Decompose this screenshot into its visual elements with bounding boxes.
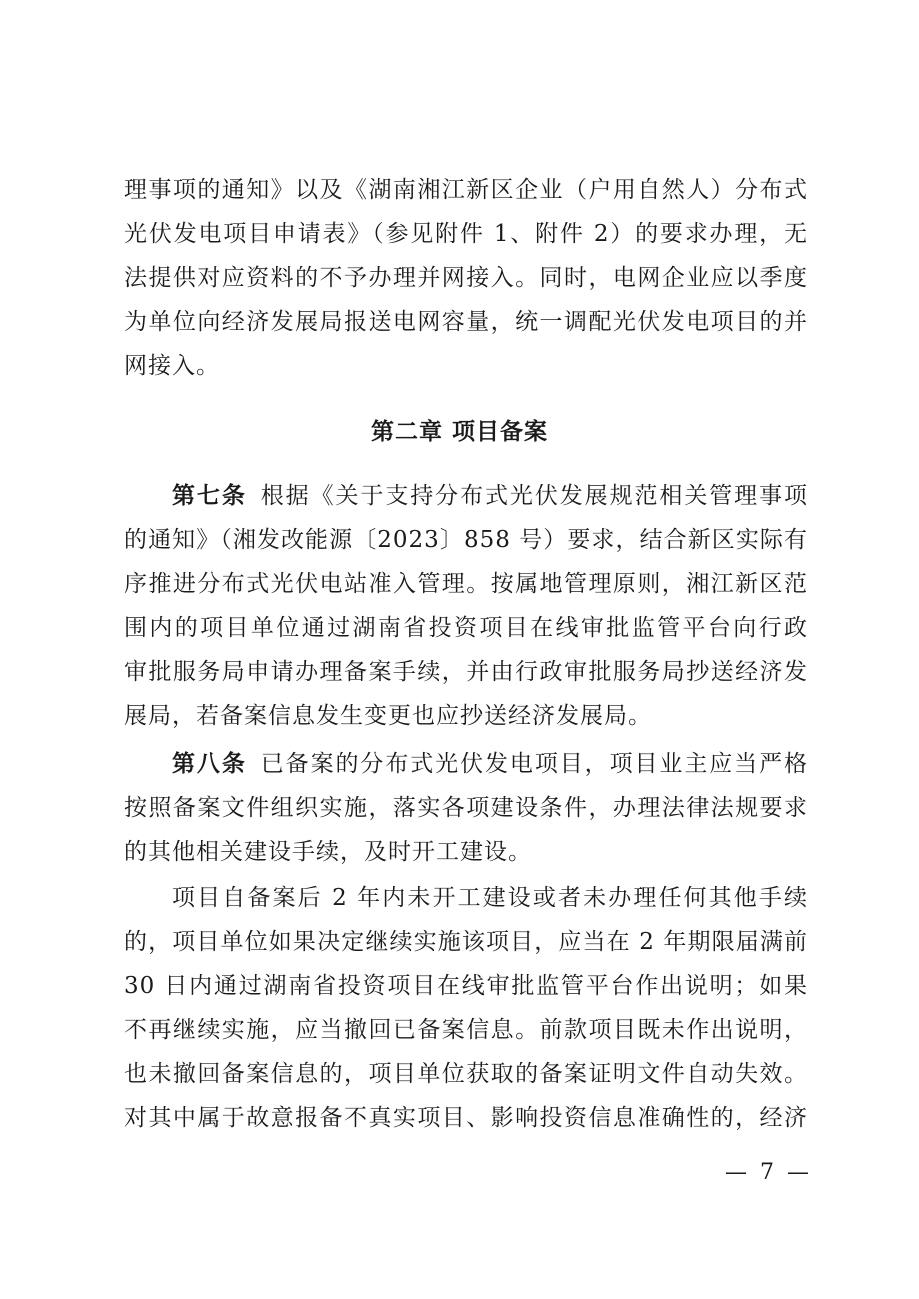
paragraph-line: 的其他相关建设手续，及时开工建设。: [124, 839, 532, 865]
paragraph-line: 网接入。: [124, 353, 220, 379]
article-label: 第七条: [172, 483, 247, 509]
article-first-line: [124, 474, 808, 518]
article-label: 第八条: [172, 751, 247, 777]
article-eight: [124, 742, 808, 874]
paragraph-line: 理事项的通知》以及《湖南湘江新区企业（户用自然人）分布式: [124, 177, 808, 203]
paragraph-line: 项目自备案后 2 年内未开工建设或者未办理任何其他手续: [172, 885, 808, 911]
paragraph-line: 也未撤回备案信息的，项目单位获取的备案证明文件自动失效。: [124, 1061, 808, 1087]
paragraph-line: 的通知》（湘发改能源〔2023〕858 号）要求，结合新区实际有: [124, 527, 808, 553]
paragraph-line: 光伏发电项目申请表》（参见附件 1、附件 2）的要求办理，无: [124, 221, 808, 247]
paragraph-line: 为单位向经济发展局报送电网容量，统一调配光伏发电项目的并: [124, 309, 808, 335]
paragraph-line: 法提供对应资料的不予办理并网接入。同时，电网企业应以季度: [124, 265, 808, 291]
followup-paragraph: [124, 876, 808, 1140]
article-seven: [124, 474, 808, 738]
page-number: — 7 —: [725, 1160, 812, 1185]
paragraph-line: 序推进分布式光伏电站准入管理。按属地管理原则，湘江新区范: [124, 571, 808, 597]
paragraph-line: 的，项目单位如果决定继续实施该项目，应当在 2 年期限届满前: [124, 929, 808, 955]
article-text: 已备案的分布式光伏发电项目，项目业主应当严格: [260, 751, 808, 777]
paragraph-line: 围内的项目单位通过湖南省投资项目在线审批监管平台向行政: [124, 615, 808, 641]
paragraph-line: 不再继续实施，应当撤回已备案信息。前款项目既未作出说明，: [124, 1017, 808, 1043]
paragraph-line: 按照备案文件组织实施，落实各项建设条件，办理法律法规要求: [124, 795, 808, 821]
chapter-heading: 第二章 项目备案: [370, 419, 548, 445]
article-first-line: [124, 742, 808, 786]
paragraph-line: 对其中属于故意报备不真实项目、影响投资信息准确性的，经济: [124, 1105, 808, 1131]
intro-paragraph: [124, 168, 808, 388]
paragraph-line: 审批服务局申请办理备案手续，并由行政审批服务局抄送经济发: [124, 659, 808, 685]
paragraph-line: 展局，若备案信息发生变更也应抄送经济发展局。: [124, 703, 652, 729]
paragraph-line: 30 日内通过湖南省投资项目在线审批监管平台作出说明；如果: [124, 973, 808, 999]
article-text: 根据《关于支持分布式光伏发展规范相关管理事项: [260, 483, 808, 509]
